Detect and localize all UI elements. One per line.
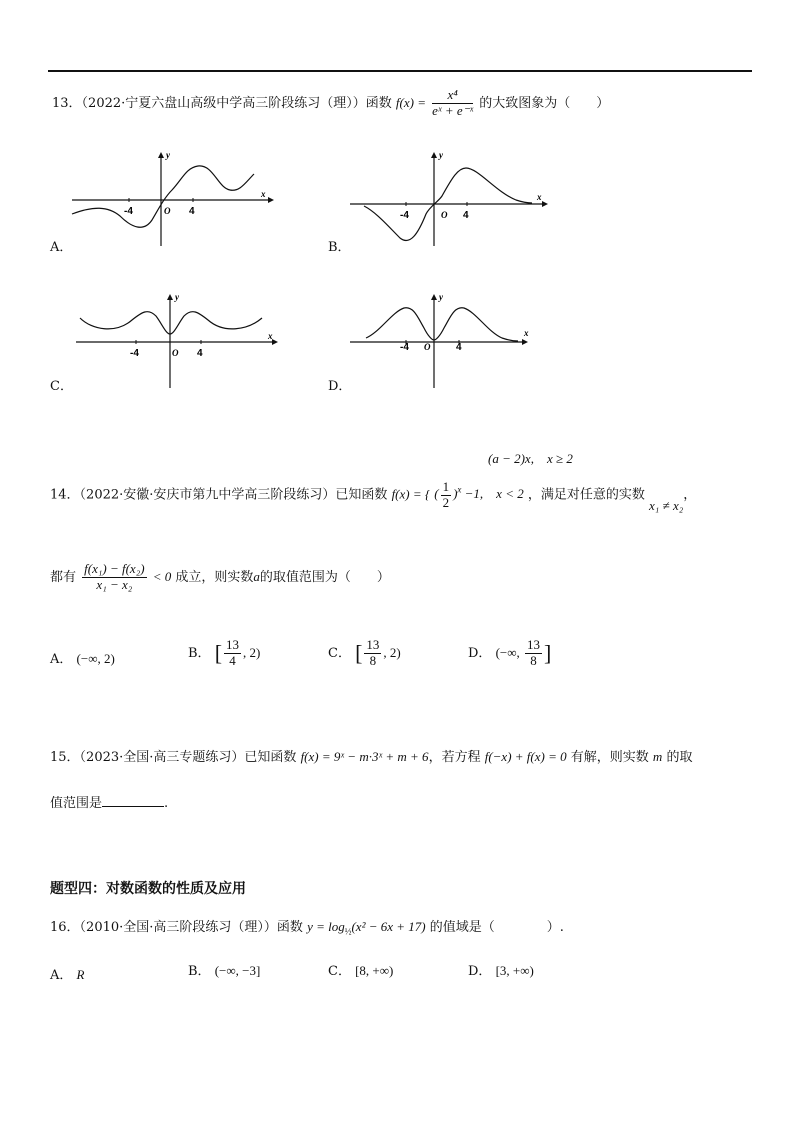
q16-arg: (x² − 6x + 17) [351,919,426,934]
q16-option-c[interactable] [328,960,393,979]
section-heading: 题型四：对数函数的性质及应用 [50,881,246,897]
graph-d-x-arrow [522,339,528,345]
q14-option-a[interactable] [50,648,115,667]
q14-option-b-frac [224,638,241,669]
q14-line2-post: 成立，则实数 [175,569,254,585]
q14-option-d-left: (−∞, [495,644,524,660]
graph-a-y-arrow [158,152,164,158]
q14-ineq-rel: < 0 [152,568,172,584]
q15-number: 15． [50,750,80,765]
q15-end: 的取 [666,750,693,765]
q14-option-a-label: A． [50,652,73,667]
q15-post: 有解，则实数 [570,750,649,765]
q15-source: （2023·全国·高三专题练习） [79,750,245,765]
q16-option-d-label: D． [468,964,492,979]
q13-post: 的大致图象为（ ） [479,95,610,111]
q14-option-b-left: [ [214,640,223,666]
q14-number: 14． [50,487,80,503]
q14-option-c-den: 8 [369,652,377,668]
graph-c-tick-neg-label: -4 [130,348,139,359]
q13-option-b[interactable]: B． [328,240,351,255]
q16-option-a-label: A． [50,968,73,983]
q14-option-c[interactable] [328,638,401,669]
q15-var-m: m [652,749,663,764]
q16-base: ½ [344,926,352,937]
top-rule [48,70,752,72]
graph-c-svg [72,290,282,390]
q14-case2-rest: −1, x < 2 [464,486,524,502]
graph-c-x-label: x [268,331,273,341]
q14-option-d-den: 8 [530,652,537,668]
q14-source: （2022·安徽·安庆市第九中学高三阶段练习） [79,487,336,503]
q14-option-b[interactable] [188,638,260,669]
q14-pre: 已知函数 [335,487,388,503]
graph-b-tick-neg-label: -4 [400,210,409,221]
graph-c-tick-pos-label: 4 [197,348,203,359]
q14-case2-num: 1 [442,479,450,494]
q14-neq: x₁ ≠ x₂ [649,498,684,514]
q15-mid: ，若方程 [428,750,481,765]
q14-var-a: a [253,568,260,584]
q14-option-b-label: B． [188,645,211,661]
graph-b-svg [346,148,556,248]
q16-post: 的值域是（ ）. [429,920,564,935]
graph-c-x-arrow [272,339,278,345]
graph-c-origin: O [172,348,179,358]
q14-option-d-num: 13 [527,637,541,652]
q13-pre: 函数 [365,95,392,111]
q13-option-d[interactable]: D． [328,379,352,394]
q13-stem [52,88,609,119]
graph-b-origin: O [441,210,448,220]
q16-option-a[interactable] [50,964,84,983]
graph-a-tick-pos-label: 4 [189,206,195,217]
q14-ineq-den: x₁ − x₂ [96,576,133,592]
q15-stem-line2 [50,792,168,811]
q14-option-d-right: ] [544,640,552,666]
q14-case2-den: 2 [442,494,450,510]
q14-option-b-den: 4 [229,652,236,668]
q16-option-b-label: B． [188,964,211,979]
graph-c-curve [80,312,262,334]
graph-a-svg [68,148,278,248]
q14-stem-line2 [50,562,390,593]
graph-d-curve [366,308,518,341]
graph-d-svg [346,290,546,390]
q15-line2: 值范围是 [50,796,103,811]
q14-option-d-frac [525,638,542,669]
graph-d-y-arrow [431,294,437,300]
q16-option-d-value: [3, +∞) [495,963,534,978]
q16-option-c-value: [8, +∞) [355,963,394,978]
q16-option-b[interactable] [188,960,260,979]
q15-fx: f(x) = 9ˣ − m·3ˣ + m + 6 [300,749,429,764]
q14-stem-line1 [50,479,697,514]
graph-b-tick-pos-label: 4 [463,210,469,221]
q16-stem [50,916,564,937]
q16-option-b-value: (−∞, −3] [214,963,261,978]
graph-c [72,290,282,394]
graph-d-origin: O [424,342,431,352]
graph-c-y-label: y [175,292,179,302]
q14-option-c-right: , 2) [383,644,401,660]
graph-a-x-arrow [268,197,274,203]
q15-answer-blank[interactable] [102,794,164,807]
graph-d-x-label: x [524,328,529,338]
q16-option-a-value: R [76,967,85,982]
graph-a-origin: O [164,206,171,216]
graph-c-y-arrow [167,294,173,300]
graph-a [68,148,278,252]
q13-number: 13． [52,95,82,111]
graph-a-curve [72,166,254,227]
graph-a-y-label: y [166,150,170,160]
graph-b-y-label: y [439,150,443,160]
q14-option-c-label: C． [328,645,351,661]
q13-option-a[interactable]: A． [50,240,73,255]
q14-ineq-fraction [82,562,146,593]
q16-number: 16． [50,920,80,935]
q13-source: （2022·宁夏六盘山高级中学高三阶段练习（理）） [81,95,366,111]
graph-b-x-arrow [542,201,548,207]
q14-line2-pre: 都有 [50,569,77,585]
q15-period: . [164,796,169,811]
q14-ineq-num: f(x₁) − f(x₂) [84,561,145,576]
graph-d [346,290,546,394]
q13-numerator: x⁴ [432,88,473,104]
q16-pre: 函数 [276,920,303,935]
graph-a-tick-neg-label: -4 [124,206,133,217]
q16-option-c-label: C． [328,964,351,979]
q16-source: （2010·全国·高三阶段练习（理）） [79,920,277,935]
q14-option-b-right: , 2) [243,644,261,660]
q15-equation: f(−x) + f(x) = 0 [484,749,567,764]
graph-b-y-arrow [431,152,437,158]
q15-pre: 已知函数 [244,750,297,765]
q14-option-c-num: 13 [366,637,380,652]
graph-d-y-label: y [439,292,443,302]
q14-option-a-value: (−∞, 2) [76,651,115,666]
q16-y: y = log [307,919,345,934]
graph-d-tick-neg-label: -4 [400,342,409,353]
q16-option-d[interactable] [468,960,534,979]
q14-case1: (a − 2)x, x ≥ 2 [488,451,573,466]
q14-option-d[interactable] [468,638,551,669]
q13-fx: f(x) = [395,94,426,110]
q13-option-c[interactable]: C． [50,379,73,394]
q14-fx: f(x) = { [391,486,431,502]
graph-b [346,148,556,252]
q14-case2: ( $\frac{1}{2}$ )$^x$ −1, x < 2 [434,479,524,510]
q15-stem-line1 [50,746,692,765]
graph-a-x-label: x [261,189,266,199]
q13-fraction [432,88,473,119]
graph-d-tick-pos-label: 4 [456,342,462,353]
q14-comma: ， [683,487,697,503]
q13-denominator: eˣ + e⁻ˣ [432,102,474,118]
graph-b-x-label: x [537,192,542,202]
q14-option-c-left: [ [355,640,363,666]
q14-option-b-num: 13 [226,637,240,652]
q14-mid: ，满足对任意的实数 [527,487,645,503]
q14-option-c-frac [364,638,381,669]
q14-line2-end: 的取值范围为（ ） [259,569,390,585]
q14-option-d-label: D． [468,645,492,661]
q14-case2-exp: x [457,485,462,496]
